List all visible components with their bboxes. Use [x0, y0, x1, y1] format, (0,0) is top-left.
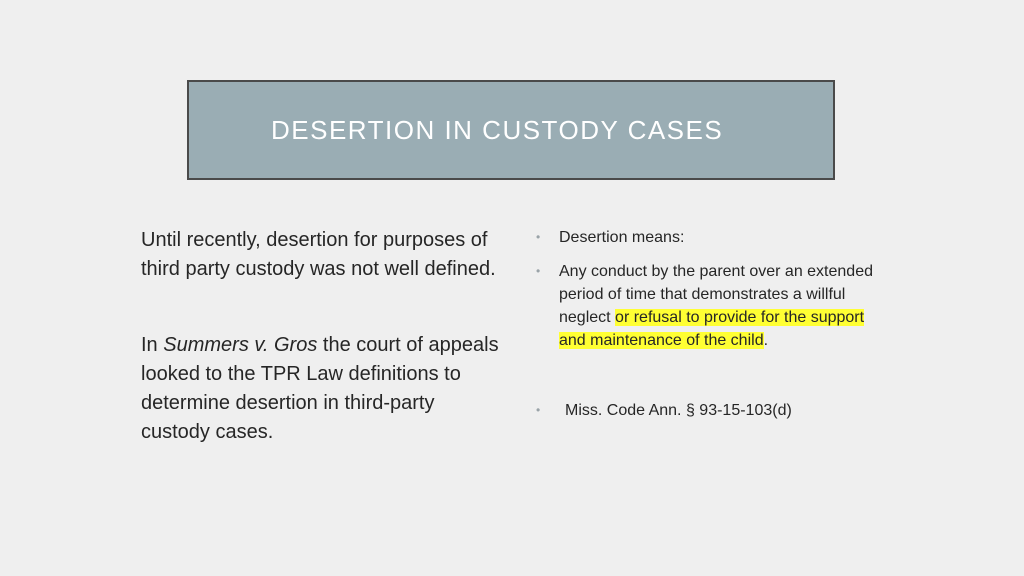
- bullet-item-2: [536, 260, 881, 352]
- right-column: [536, 226, 881, 422]
- left-paragraph-1: Until recently, desertion for purposes of third party custody was not well defined.: [141, 229, 496, 280]
- bullet-item-3: [536, 399, 881, 422]
- bullet-dot-icon: •: [536, 230, 541, 244]
- left-column: [141, 226, 501, 447]
- case-name: Summers v. Gros: [163, 334, 318, 356]
- bullet-text-1: Desertion means:: [559, 229, 685, 246]
- bullet-text-2-end: .: [763, 332, 769, 349]
- bullet-dot-icon: •: [536, 264, 541, 278]
- para2-prefix: In: [141, 334, 164, 356]
- slide-title: DESERTION IN CUSTODY CASES: [271, 114, 724, 145]
- highlighted-text: or refusal to provide for the support and maintenance of the child: [559, 309, 865, 349]
- bullet-dot-icon: •: [536, 403, 541, 417]
- citation-text: Miss. Code Ann. § 93-15-103(d): [565, 402, 792, 419]
- para2-suffix: the court of appeals looked to the TPR Law definitions to determine desertion in third-party custody cases.: [141, 334, 499, 443]
- bullet-item-1: [536, 226, 881, 249]
- title-box: [187, 80, 835, 180]
- bullet-text-2: Any conduct by the parent over an extended period of time that demonstrates a willful neglect: [559, 263, 873, 326]
- left-paragraph-2: [141, 331, 501, 447]
